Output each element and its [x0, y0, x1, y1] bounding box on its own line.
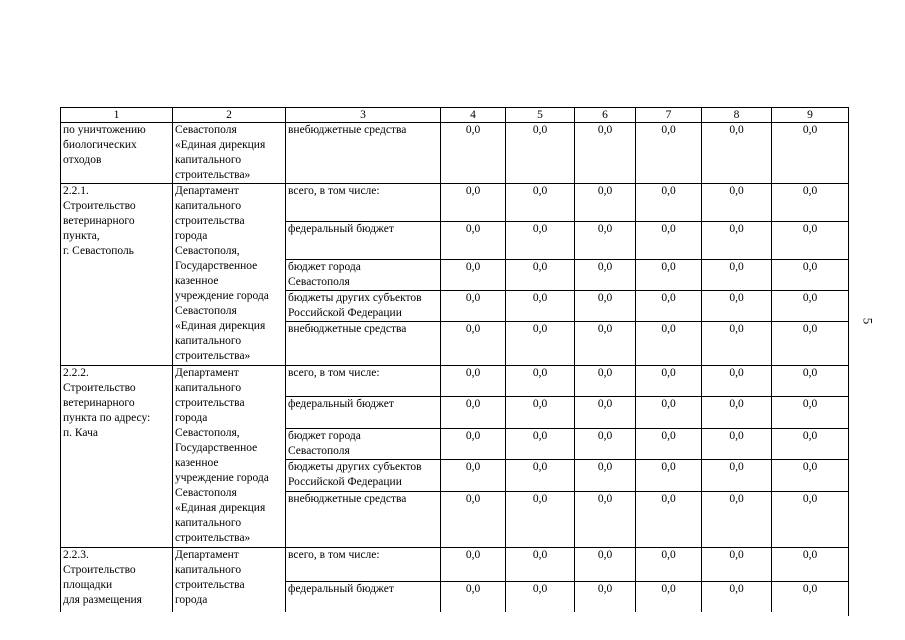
- funding-source-cell: внебюджетные средства: [286, 492, 441, 548]
- funding-source-cell: внебюджетные средства: [286, 322, 441, 366]
- value-cell: 0,0: [575, 460, 636, 492]
- value-cell: 0,0: [702, 123, 772, 184]
- value-cell: 0,0: [506, 123, 575, 184]
- column-number: 6: [575, 108, 636, 123]
- value-cell: 0,0: [575, 322, 636, 366]
- activity-cell: 2.2.1. Строительство ветеринарного пункта, г. Севастополь: [61, 184, 173, 366]
- value-cell: 0,0: [772, 291, 849, 322]
- value-cell: 0,0: [506, 184, 575, 222]
- value-cell: 0,0: [506, 260, 575, 291]
- executor-cell: Департамент капитального строительства города: [173, 548, 286, 616]
- value-cell: 0,0: [575, 366, 636, 397]
- funding-source-cell: всего, в том числе:: [286, 548, 441, 582]
- value-cell: 0,0: [575, 548, 636, 582]
- value-cell: 0,0: [441, 322, 506, 366]
- funding-source-cell: всего, в том числе:: [286, 366, 441, 397]
- value-cell: 0,0: [441, 582, 506, 616]
- value-cell: 0,0: [702, 548, 772, 582]
- value-cell: 0,0: [575, 291, 636, 322]
- table-row: [61, 366, 849, 397]
- funding-source-cell: бюджет города Севастополя: [286, 260, 441, 291]
- funding-source-cell: всего, в том числе:: [286, 184, 441, 222]
- value-cell: 0,0: [506, 222, 575, 260]
- executor-cell: Севастополя «Единая дирекция капитального строительства»: [173, 123, 286, 184]
- page-bottom-edge: [60, 612, 848, 640]
- value-cell: 0,0: [636, 123, 702, 184]
- value-cell: 0,0: [506, 582, 575, 616]
- value-cell: 0,0: [441, 548, 506, 582]
- value-cell: 0,0: [636, 429, 702, 460]
- value-cell: 0,0: [506, 397, 575, 429]
- executor-cell: Департамент капитального строительства города Севастополя, Государственное казенное учреждение города Севастополя «Единая дирекция капитального строительства»: [173, 366, 286, 548]
- funding-source-cell: федеральный бюджет: [286, 397, 441, 429]
- value-cell: 0,0: [702, 291, 772, 322]
- value-cell: 0,0: [506, 366, 575, 397]
- column-number: 1: [61, 108, 173, 123]
- value-cell: 0,0: [506, 492, 575, 548]
- column-number: 9: [772, 108, 849, 123]
- value-cell: 0,0: [441, 397, 506, 429]
- value-cell: 0,0: [575, 222, 636, 260]
- value-cell: 0,0: [441, 123, 506, 184]
- funding-source-cell: бюджеты других субъектов Российской Федерации: [286, 460, 441, 492]
- activity-cell: по уничтожению биологических отходов: [61, 123, 173, 184]
- value-cell: 0,0: [636, 582, 702, 616]
- value-cell: 0,0: [772, 366, 849, 397]
- value-cell: 0,0: [441, 291, 506, 322]
- value-cell: 0,0: [702, 366, 772, 397]
- value-cell: 0,0: [441, 460, 506, 492]
- value-cell: 0,0: [575, 582, 636, 616]
- value-cell: 0,0: [506, 429, 575, 460]
- value-cell: 0,0: [702, 222, 772, 260]
- value-cell: 0,0: [772, 548, 849, 582]
- funding-source-cell: федеральный бюджет: [286, 222, 441, 260]
- value-cell: 0,0: [441, 492, 506, 548]
- value-cell: 0,0: [575, 492, 636, 548]
- value-cell: 0,0: [772, 322, 849, 366]
- funding-source-cell: бюджеты других субъектов Российской Федерации: [286, 291, 441, 322]
- value-cell: 0,0: [702, 322, 772, 366]
- value-cell: 0,0: [636, 548, 702, 582]
- value-cell: 0,0: [772, 397, 849, 429]
- value-cell: 0,0: [772, 460, 849, 492]
- value-cell: 0,0: [441, 222, 506, 260]
- table-row: [61, 548, 849, 582]
- value-cell: 0,0: [506, 460, 575, 492]
- column-number: 4: [441, 108, 506, 123]
- value-cell: 0,0: [702, 492, 772, 548]
- column-number: 8: [702, 108, 772, 123]
- value-cell: 0,0: [636, 397, 702, 429]
- value-cell: 0,0: [636, 260, 702, 291]
- column-number-row: [61, 108, 849, 123]
- value-cell: 0,0: [772, 582, 849, 616]
- budget-table: [60, 107, 849, 616]
- funding-source-cell: внебюджетные средства: [286, 123, 441, 184]
- table-body: [61, 123, 849, 616]
- value-cell: 0,0: [636, 492, 702, 548]
- value-cell: 0,0: [636, 322, 702, 366]
- value-cell: 0,0: [575, 123, 636, 184]
- value-cell: 0,0: [636, 291, 702, 322]
- value-cell: 0,0: [772, 184, 849, 222]
- value-cell: 0,0: [702, 460, 772, 492]
- value-cell: 0,0: [772, 222, 849, 260]
- value-cell: 0,0: [441, 260, 506, 291]
- value-cell: 0,0: [772, 123, 849, 184]
- column-number: 5: [506, 108, 575, 123]
- value-cell: 0,0: [441, 429, 506, 460]
- value-cell: 0,0: [772, 492, 849, 548]
- value-cell: 0,0: [575, 260, 636, 291]
- value-cell: 0,0: [636, 222, 702, 260]
- value-cell: 0,0: [772, 260, 849, 291]
- value-cell: 0,0: [636, 366, 702, 397]
- value-cell: 0,0: [702, 397, 772, 429]
- value-cell: 0,0: [441, 366, 506, 397]
- column-number: 7: [636, 108, 702, 123]
- value-cell: 0,0: [636, 184, 702, 222]
- column-number: 3: [286, 108, 441, 123]
- value-cell: 0,0: [702, 582, 772, 616]
- value-cell: 0,0: [441, 184, 506, 222]
- value-cell: 0,0: [702, 429, 772, 460]
- value-cell: 0,0: [702, 260, 772, 291]
- value-cell: 0,0: [636, 460, 702, 492]
- value-cell: 0,0: [702, 184, 772, 222]
- activity-cell: 2.2.3. Строительство площадки для размещения: [61, 548, 173, 616]
- value-cell: 0,0: [772, 429, 849, 460]
- value-cell: 0,0: [506, 322, 575, 366]
- table-row: [61, 123, 849, 184]
- page-number: 5: [860, 317, 876, 325]
- value-cell: 0,0: [506, 291, 575, 322]
- value-cell: 0,0: [575, 397, 636, 429]
- value-cell: 0,0: [575, 429, 636, 460]
- value-cell: 0,0: [575, 184, 636, 222]
- value-cell: 0,0: [506, 548, 575, 582]
- funding-source-cell: федеральный бюджет: [286, 582, 441, 616]
- column-number: 2: [173, 108, 286, 123]
- table-row: [61, 184, 849, 222]
- activity-cell: 2.2.2. Строительство ветеринарного пункта по адресу: п. Кача: [61, 366, 173, 548]
- executor-cell: Департамент капитального строительства города Севастополя, Государственное казенное учреждение города Севастополя «Единая дирекция капитального строительства»: [173, 184, 286, 366]
- funding-source-cell: бюджет города Севастополя: [286, 429, 441, 460]
